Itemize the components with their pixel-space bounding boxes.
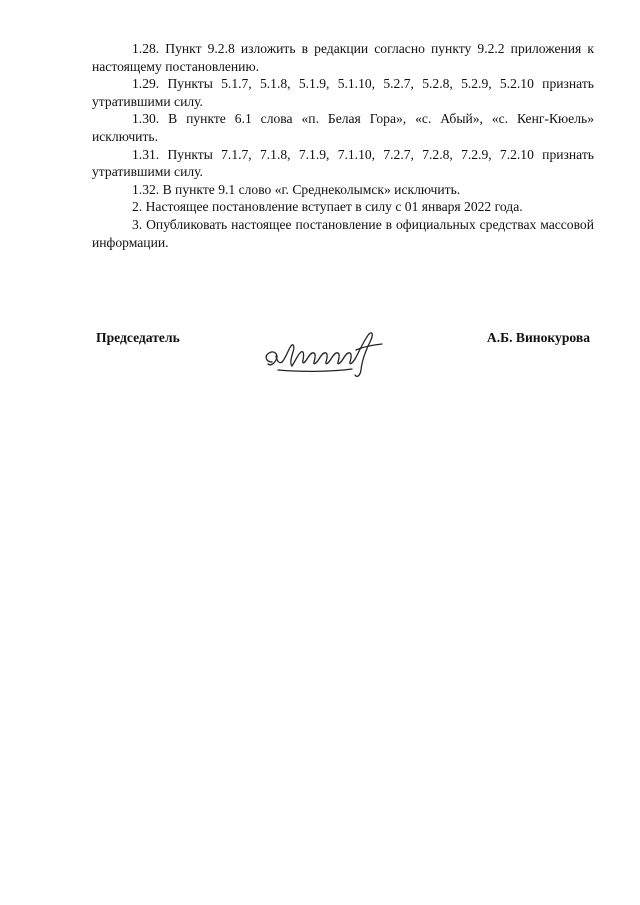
document-body xyxy=(92,40,594,251)
paragraph-1-30: 1.30. В пункте 6.1 слова «п. Белая Гора», «с. Абый», «с. Кенг-Кюель» исключить. xyxy=(92,111,594,144)
paragraph-3: 3. Опубликовать настоящее постановление в официальных средствах массовой информации. xyxy=(92,216,594,250)
handwritten-signature xyxy=(260,326,390,380)
paragraph-2: 2. Настоящее постановление вступает в силу с 01 января 2022 года. xyxy=(132,199,523,215)
paragraph-1-29: 1.29. Пункты 5.1.7, 5.1.8, 5.1.9, 5.1.10, 5.2.7, 5.2.8, 5.2.9, 5.2.10 признать утратившими силу. xyxy=(92,76,594,109)
signatory-title: Председатель xyxy=(96,330,180,345)
signatory-name: А.Б. Винокурова xyxy=(486,330,590,345)
paragraph-1-32: 1.32. В пункте 9.1 слово «г. Среднеколымск» исключить. xyxy=(132,181,461,197)
signature-block xyxy=(96,330,590,380)
paragraph-1-28: 1.28. Пункт 9.2.8 изложить в редакции согласно пункту 9.2.2 приложения к настоящему постановлению. xyxy=(92,41,594,74)
paragraph-1-31: 1.31. Пункты 7.1.7, 7.1.8, 7.1.9, 7.1.10, 7.2.7, 7.2.8, 7.2.9, 7.2.10 признать утратившими силу. xyxy=(92,146,594,180)
